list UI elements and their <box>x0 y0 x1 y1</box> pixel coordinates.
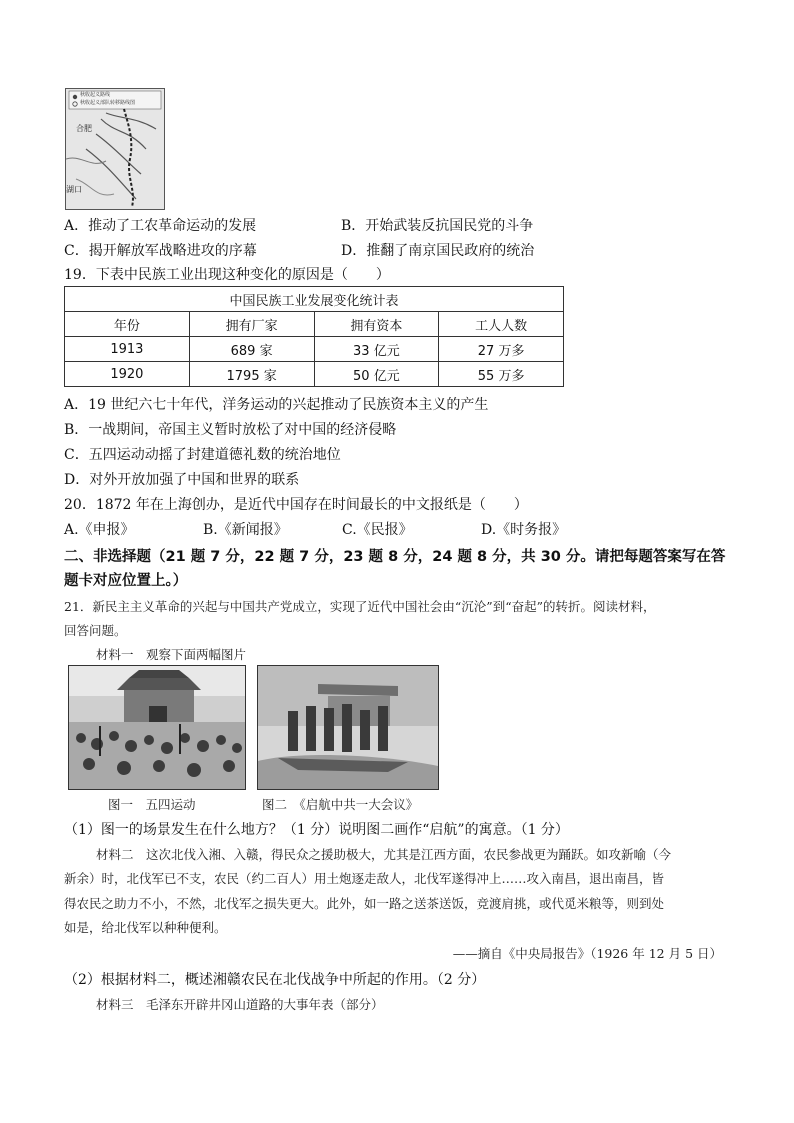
material2-line2: 新余）时，北伐军已不支，农民（约二百人）用土炮逐走敌人，北伐军遂得冲上……攻入南昌，退出南昌，皆 <box>64 871 665 886</box>
map-legend-line1: 秋收起义路线 <box>80 92 111 98</box>
q18-option-a: A．推动了工农革命运动的发展 <box>64 218 257 234</box>
table-header: 年份 <box>65 312 190 337</box>
q19-option-a: A．19 世纪六七十年代，洋务运动的兴起推动了民族资本主义的产生 <box>64 397 489 413</box>
q21-subquestion-1: （1）图一的场景发生在什么地方？（1 分）说明图二画作“启航”的寓意。（1 分） <box>64 822 569 838</box>
map-legend-line2: 秋收起义部队转移路线图 <box>80 100 136 106</box>
table-cell: 1920 <box>65 362 190 387</box>
q18-option-c: C．揭开解放军战略进攻的序幕 <box>64 243 257 259</box>
may-fourth-drawing <box>69 666 245 789</box>
map-label-city: 合肥 <box>76 124 92 133</box>
material2-line3: 得农民之助力不小，不然，北伐军之损失更大。此外，如一路之送茶送饭，竞渡肩挑，或代觅米粮等，则到处 <box>64 896 665 911</box>
material1-label: 材料一 观察下面两幅图片 <box>96 647 247 662</box>
table-header: 拥有厂家 <box>189 312 314 337</box>
photo-qihang-painting <box>257 665 439 790</box>
table-cell: 33 亿元 <box>314 337 439 362</box>
industry-stat-table <box>64 286 564 387</box>
q21-intro-line1: 21．新民主主义革命的兴起与中国共产党成立，实现了近代中国社会由“沉沦”到“奋起”的转折。阅读材料， <box>64 599 656 614</box>
q20-stem: 20．1872 年在上海创办，是近代中国存在时间最长的中文报纸是（ ） <box>64 497 528 513</box>
q19-option-d: D．对外开放加强了中国和世界的联系 <box>64 472 300 488</box>
table-row <box>65 362 564 387</box>
table-cell: 55 万多 <box>439 362 564 387</box>
q19-stem: 19．下表中民族工业出现这种变化的原因是（ ） <box>64 267 390 283</box>
table-title: 中国民族工业发展变化统计表 <box>65 287 564 312</box>
map-label-river: 湖口 <box>66 185 82 194</box>
table-header: 工人人数 <box>439 312 564 337</box>
table-cell: 689 家 <box>189 337 314 362</box>
route-map <box>65 88 165 210</box>
q18-option-b: B．开始武装反抗国民党的斗争 <box>341 218 534 234</box>
material2-source: ——摘自《中央局报告》（1926 年 12 月 5 日） <box>452 946 722 961</box>
photo-may-fourth <box>68 665 246 790</box>
table-cell: 27 万多 <box>439 337 564 362</box>
table-cell: 50 亿元 <box>314 362 439 387</box>
q20-option-a: A.《申报》 <box>64 522 135 538</box>
table-cell: 1913 <box>65 337 190 362</box>
q19-option-b: B．一战期间，帝国主义暂时放松了对中国的经济侵略 <box>64 422 397 438</box>
q21-intro-line2: 回答问题。 <box>64 623 127 638</box>
photo2-caption: 图二 《启航中共一大会议》 <box>262 797 419 812</box>
photo1-caption: 图一 五四运动 <box>108 797 196 812</box>
table-cell: 1795 家 <box>189 362 314 387</box>
q21-subquestion-2: （2）根据材料二，概述湘赣农民在北伐战争中所起的作用。（2 分） <box>64 972 486 988</box>
table-row <box>65 337 564 362</box>
material2-line1: 材料二 这次北伐入湘、入赣，得民众之援助极大，尤其是江西方面，农民参战更为踊跃。如攻新喻（今 <box>96 847 672 862</box>
qihang-drawing <box>258 666 438 789</box>
section2-heading-line2: 题卡对应位置上。） <box>64 573 188 589</box>
table-header: 拥有资本 <box>314 312 439 337</box>
material3-label: 材料三 毛泽东开辟井冈山道路的大事年表（部分） <box>96 997 384 1012</box>
q20-option-b: B.《新闻报》 <box>203 522 288 538</box>
q18-option-d: D．推翻了南京国民政府的统治 <box>341 243 535 259</box>
q20-option-c: C.《民报》 <box>342 522 413 538</box>
section2-heading-line1: 二、非选择题（21 题 7 分，22 题 7 分，23 题 8 分，24 题 8 分，共 30 分。请把每题答案写在答 <box>64 549 726 565</box>
q20-option-d: D.《时务报》 <box>481 522 567 538</box>
material2-line4: 如是，给北伐军以种种便利。 <box>64 920 227 935</box>
q19-option-c: C．五四运动动摇了封建道德礼数的统治地位 <box>64 447 341 463</box>
table-header-row <box>65 312 564 337</box>
